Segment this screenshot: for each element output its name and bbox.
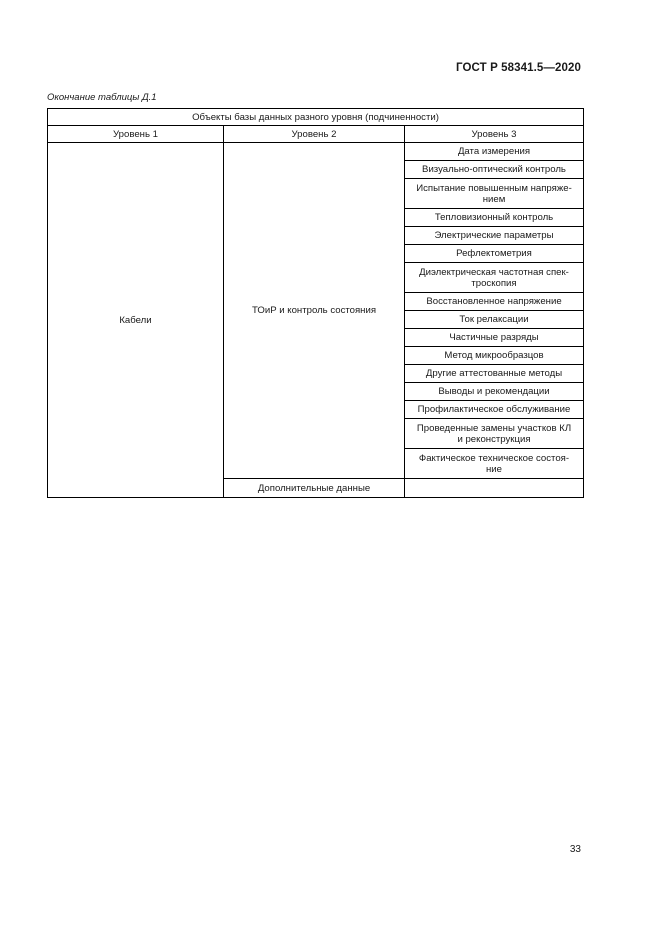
- standard-code: ГОСТ Р 58341.5—2020: [456, 62, 581, 74]
- level-3-cell: Проведенные замены участков КЛ и реконструкция: [405, 419, 584, 449]
- level-3-cell: Профилактическое обслуживание: [405, 401, 584, 419]
- level-3-cell: Тепловизионный контроль: [405, 209, 584, 227]
- level-3-cell: Электрические параметры: [405, 227, 584, 245]
- column-header-level-2: Уровень 2: [224, 126, 405, 143]
- level-3-cell: Испытание повышенным напряже- нием: [405, 179, 584, 209]
- level-3-cell: Диэлектрическая частотная спек- троскопия: [405, 263, 584, 293]
- level-3-extra-cell: [405, 479, 584, 498]
- level-3-cell: Визуально-оптический контроль: [405, 161, 584, 179]
- table-group-header: Объекты базы данных разного уровня (подчиненности): [48, 109, 584, 126]
- level-3-cell: Частичные разряды: [405, 329, 584, 347]
- page-number: 33: [569, 844, 581, 855]
- table-caption: Окончание таблицы Д.1: [47, 92, 157, 103]
- table-row: [48, 143, 584, 161]
- level-3-cell: Выводы и рекомендации: [405, 383, 584, 401]
- level-3-cell: Ток релаксации: [405, 311, 584, 329]
- level-2-extra-cell: Дополнительные данные: [224, 479, 405, 498]
- level-3-cell: Другие аттестованные методы: [405, 365, 584, 383]
- level-1-cell: Кабели: [48, 143, 224, 498]
- level-3-cell: Восстановленное напряжение: [405, 293, 584, 311]
- column-header-level-3: Уровень 3: [405, 126, 584, 143]
- column-header-level-1: Уровень 1: [48, 126, 224, 143]
- data-table: [47, 108, 584, 498]
- level-3-cell: Рефлектометрия: [405, 245, 584, 263]
- level-3-cell: Метод микрообразцов: [405, 347, 584, 365]
- level-3-cell: Фактическое техническое состоя- ние: [405, 449, 584, 479]
- level-2-cell: ТОиР и контроль состояния: [224, 143, 405, 479]
- table-group-header-row: [48, 109, 584, 126]
- level-3-cell: Дата измерения: [405, 143, 584, 161]
- table-column-header-row: [48, 126, 584, 143]
